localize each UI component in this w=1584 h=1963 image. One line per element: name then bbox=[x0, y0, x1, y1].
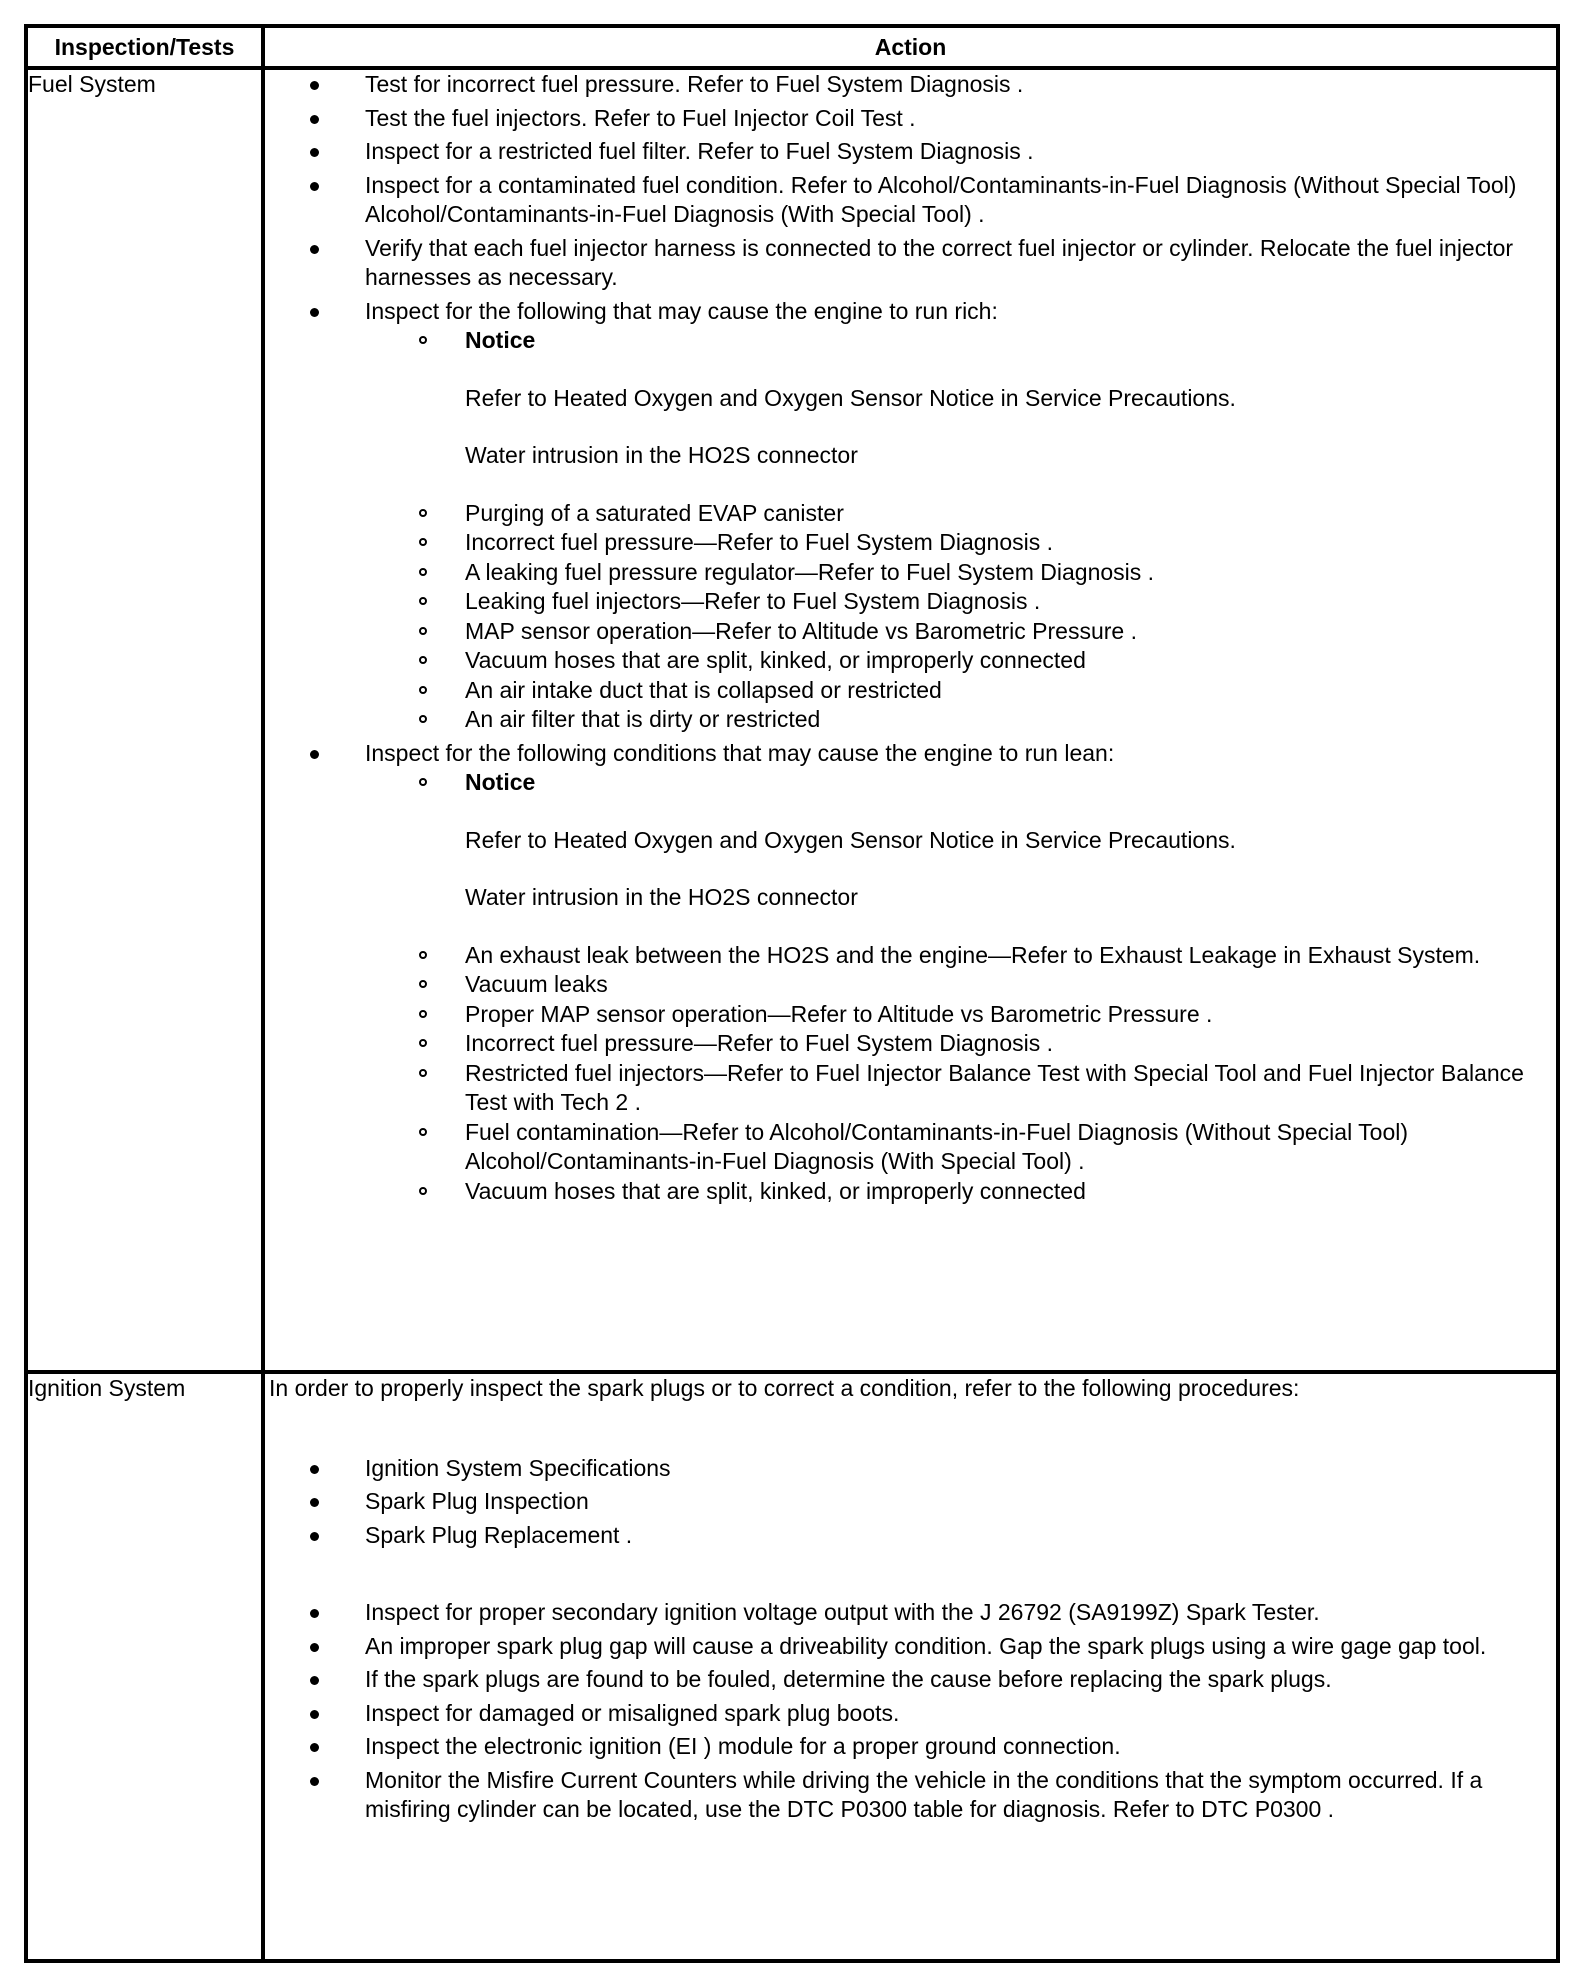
fuel-system-actions bbox=[263, 68, 1558, 1372]
ignition-procedure-list bbox=[265, 1454, 1556, 1551]
list-item: Incorrect fuel pressure—Refer to Fuel System Diagnosis . bbox=[465, 528, 1546, 558]
fuel-system-label: Fuel System bbox=[26, 68, 263, 1372]
list-item: Purging of a saturated EVAP canister bbox=[465, 499, 1546, 529]
list-item: Ignition System Specifications bbox=[365, 1454, 1546, 1484]
lean-conditions-item bbox=[365, 739, 1546, 1207]
rich-intro: Inspect for the following that may cause the engine to run rich: bbox=[365, 297, 998, 324]
header-inspection-tests: Inspection/Tests bbox=[26, 26, 263, 68]
list-item: An air filter that is dirty or restricted bbox=[465, 705, 1546, 735]
fuel-action-list bbox=[265, 70, 1556, 1206]
list-item: Spark Plug Replacement . bbox=[365, 1521, 1546, 1551]
notice-text: Refer to Heated Oxygen and Oxygen Sensor Notice in Service Precautions. bbox=[465, 384, 1236, 411]
ignition-system-row bbox=[26, 1372, 1558, 1961]
list-item: Spark Plug Inspection bbox=[365, 1487, 1546, 1517]
lean-intro: Inspect for the following conditions that may cause the engine to run lean: bbox=[365, 739, 1115, 766]
notice-text-2: Water intrusion in the HO2S connector bbox=[465, 884, 858, 910]
list-item: Proper MAP sensor operation—Refer to Altitude vs Barometric Pressure . bbox=[465, 1000, 1546, 1030]
inspection-table bbox=[24, 24, 1560, 1963]
lean-sublist bbox=[365, 768, 1546, 1206]
ignition-intro: In order to properly inspect the spark plugs or to correct a condition, refer to the following procedures: bbox=[269, 1375, 1300, 1401]
notice-text: Refer to Heated Oxygen and Oxygen Sensor Notice in Service Precautions. bbox=[465, 826, 1236, 853]
list-item: Test for incorrect fuel pressure. Refer to Fuel System Diagnosis . bbox=[365, 70, 1546, 100]
list-item: Vacuum leaks bbox=[465, 970, 1546, 1000]
notice-title: Notice bbox=[465, 327, 536, 353]
rich-sublist bbox=[365, 326, 1546, 735]
list-item: An exhaust leak between the HO2S and the engine—Refer to Exhaust Leakage in Exhaust System. bbox=[465, 941, 1546, 971]
list-item: An improper spark plug gap will cause a driveability condition. Gap the spark plugs using a wire gage gap tool. bbox=[365, 1632, 1546, 1662]
list-item: Vacuum hoses that are split, kinked, or improperly connected bbox=[465, 646, 1546, 676]
ignition-system-label: Ignition System bbox=[26, 1372, 263, 1961]
notice-title: Notice bbox=[465, 769, 536, 795]
fuel-system-row bbox=[26, 68, 1558, 1372]
list-item: Monitor the Misfire Current Counters while driving the vehicle in the conditions that the symptom occurred. If a misfiring cylinder can be located, use the DTC P0300 table for diagnosis. Refer to DTC P0300 . bbox=[365, 1766, 1546, 1825]
list-item: If the spark plugs are found to be fouled, determine the cause before replacing the spark plugs. bbox=[365, 1665, 1546, 1695]
list-item: Inspect the electronic ignition (EI ) module for a proper ground connection. bbox=[365, 1732, 1546, 1762]
ignition-action-list bbox=[265, 1598, 1556, 1825]
list-item: Verify that each fuel injector harness is connected to the correct fuel injector or cylinder. Relocate the fuel injector harnesses as necessary. bbox=[365, 234, 1546, 293]
list-item: Test the fuel injectors. Refer to Fuel Injector Coil Test . bbox=[365, 104, 1546, 134]
list-item: Inspect for a contaminated fuel condition. Refer to Alcohol/Contaminants-in-Fuel Diagnosis (Without Special Tool) Alcohol/Contaminants-in-Fuel Diagnosis (With Special Tool) . bbox=[365, 171, 1546, 230]
ignition-system-actions bbox=[263, 1372, 1558, 1961]
header-row bbox=[26, 26, 1558, 68]
list-item: Inspect for damaged or misaligned spark plug boots. bbox=[365, 1699, 1546, 1729]
list-item: Restricted fuel injectors—Refer to Fuel Injector Balance Test with Special Tool and Fuel Injector Balance Test with Tech 2 . bbox=[465, 1059, 1546, 1118]
list-item: Leaking fuel injectors—Refer to Fuel System Diagnosis . bbox=[465, 587, 1546, 617]
list-item: An air intake duct that is collapsed or restricted bbox=[465, 676, 1546, 706]
list-item: Incorrect fuel pressure—Refer to Fuel System Diagnosis . bbox=[465, 1029, 1546, 1059]
lean-notice bbox=[465, 768, 1546, 941]
rich-notice bbox=[465, 326, 1546, 499]
list-item: MAP sensor operation—Refer to Altitude vs Barometric Pressure . bbox=[465, 617, 1546, 647]
header-action: Action bbox=[263, 26, 1558, 68]
notice-text-2: Water intrusion in the HO2S connector bbox=[465, 442, 858, 468]
spacer bbox=[265, 1554, 1556, 1598]
list-item: Vacuum hoses that are split, kinked, or improperly connected bbox=[465, 1177, 1546, 1207]
rich-conditions-item bbox=[365, 297, 1546, 735]
list-item: Inspect for proper secondary ignition voltage output with the J 26792 (SA9199Z) Spark Tester. bbox=[365, 1598, 1546, 1628]
list-item: A leaking fuel pressure regulator—Refer to Fuel System Diagnosis . bbox=[465, 558, 1546, 588]
list-item: Inspect for a restricted fuel filter. Refer to Fuel System Diagnosis . bbox=[365, 137, 1546, 167]
list-item: Fuel contamination—Refer to Alcohol/Contaminants-in-Fuel Diagnosis (Without Special Tool) Alcohol/Contaminants-in-Fuel Diagnosis (With Special Tool) . bbox=[465, 1118, 1546, 1177]
